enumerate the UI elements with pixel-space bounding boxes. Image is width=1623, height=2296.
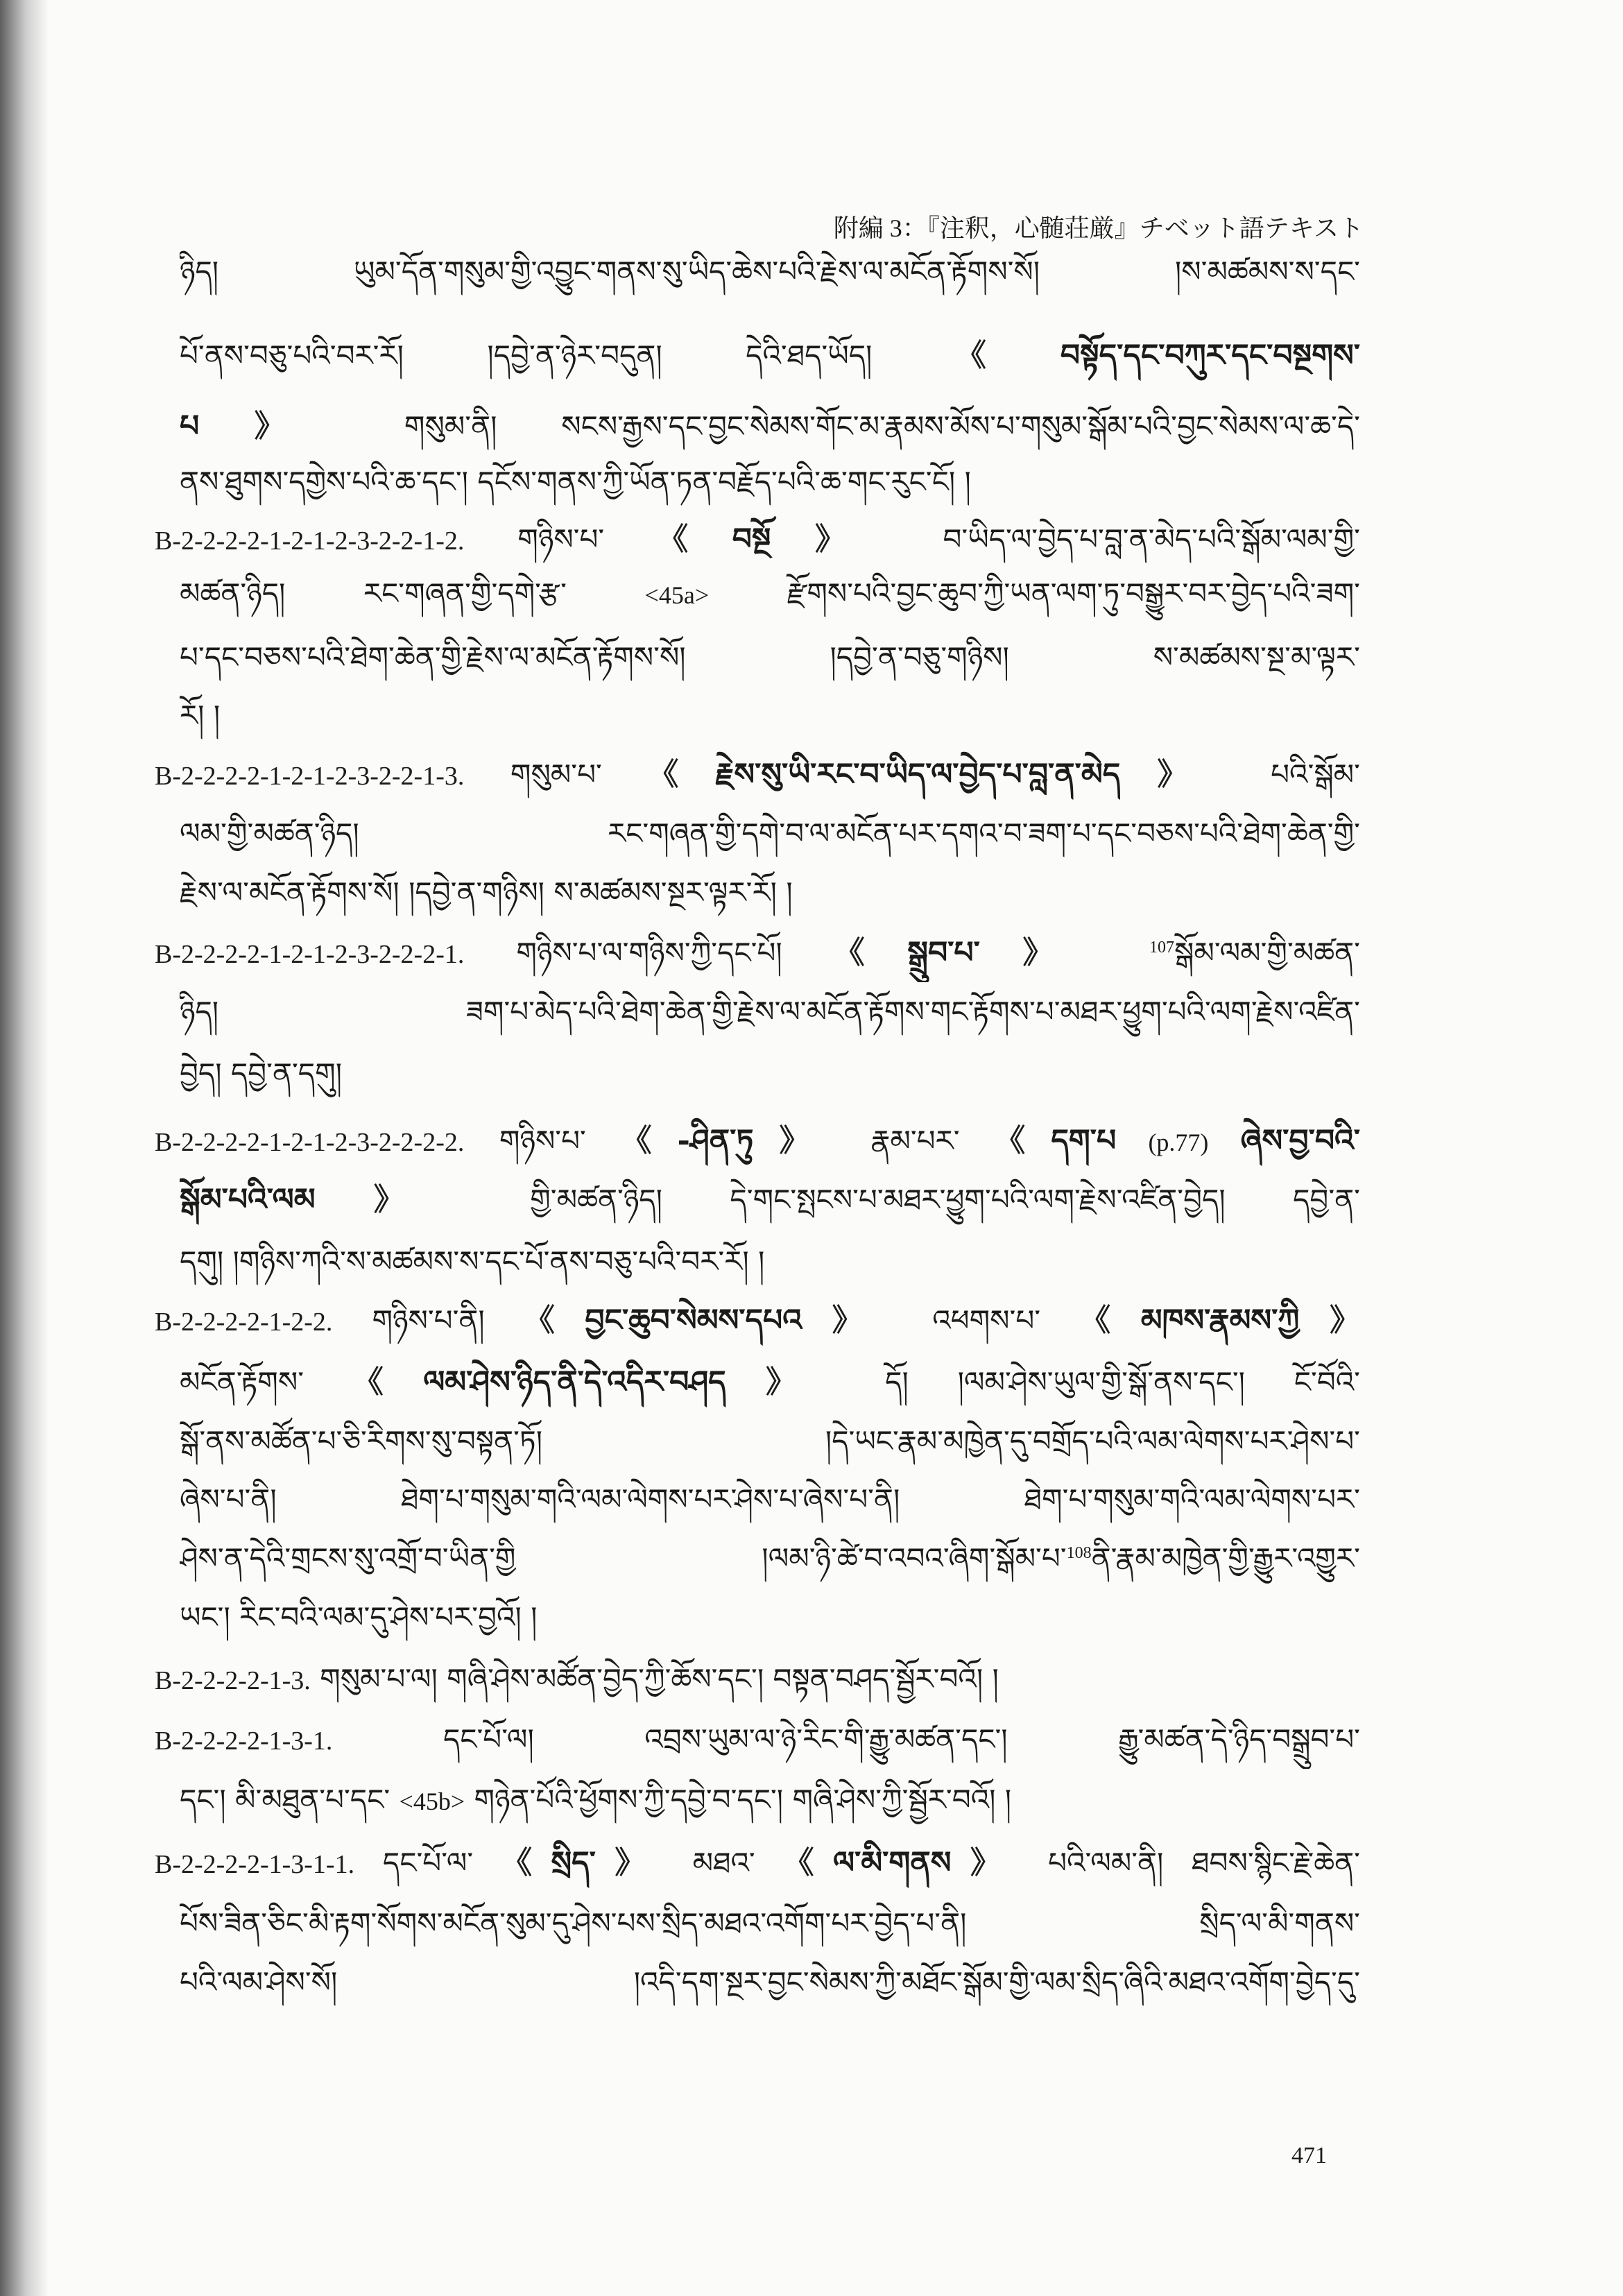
- root-text-quote: 《ལམ་ཤེས་ཉིད་ནི་དེ་འདིར་བཤད》: [352, 1364, 836, 1400]
- tibetan-text: པོ་ནས་བཅུ་པའི་བར་རོ། །དབྱེ་ན་ཉེར་བདུན། དེའི་ཐད་ཡོད།: [180, 339, 956, 372]
- text-line: [180, 864, 1360, 922]
- text-line: [155, 511, 1360, 569]
- text-line: [180, 327, 1360, 385]
- text-line: [180, 1530, 1360, 1588]
- root-text-quote: 《སྒྲུབ་པ་》: [834, 935, 1150, 970]
- root-text-quote: 《མཁས་རྣམས་ཀྱི》: [1080, 1303, 1360, 1338]
- folio-marker: <45a>: [644, 581, 710, 609]
- text-line: [180, 397, 1360, 456]
- section-number: B-2-2-2-2-1-2-1-2-3-2-2-2-2.: [155, 1128, 465, 1157]
- tibetan-text: སྒོ་ནས་མཚོན་པ་ཅི་རིགས་སུ་བསྟན་ཏོ། །དེ་ཡང་རྣམ་མཁྱེན་དུ་བགྲོད་པའི་ལམ་ལེགས་པར་ཤེས་པ་: [180, 1424, 1360, 1458]
- tibetan-text: ཉིད། ཡུམ་དོན་གསུམ་གྱི་འབྱུང་གནས་སུ་ཡིད་ཆེས་པའི་རྗེས་ལ་མངོན་རྟོགས་སོ། །ས་མཚམས་ས་དང་: [180, 255, 1360, 289]
- root-text-quote: པ》: [180, 409, 341, 444]
- tibetan-text: པོས་ཟིན་ཅིང་མི་རྟག་སོགས་མངོན་སུམ་དུ་ཤེས་པས་སྲིད་མཐའ་འགོག་པར་བྱེད་པ་ནི། སྲིད་ལ་མི་གནས་: [180, 1906, 1360, 1940]
- tibetan-text: བྱེད། དབྱེ་ན་དགུ།: [180, 1056, 343, 1090]
- tibetan-text: མཐའ་: [664, 1846, 784, 1880]
- section-number: B-2-2-2-2-1-2-1-2-3-2-2-1-2.: [155, 526, 465, 556]
- text-line: [155, 1650, 1360, 1708]
- text-line: [180, 1412, 1360, 1471]
- footnote-ref: 107: [1149, 939, 1175, 957]
- running-header: 附編 3：『注釈，心髄荘厳』チベット語テキスト: [833, 214, 1364, 242]
- tibetan-text: རྫོགས་པའི་བྱང་ཆུབ་ཀྱི་ཡན་ལག་ཏུ་བསྒྱུར་བར་བྱེད་པའི་ཟག་: [709, 576, 1360, 610]
- tibetan-text: ཉིད། ཟག་པ་མེད་པའི་ཐེག་ཆེན་གྱི་རྗེས་ལ་མངོན་རྟོགས་གང་རྟོགས་པ་མཐར་ཕྱུག་པའི་ལག་རྗེས་འཛིན་: [180, 995, 1360, 1029]
- tibetan-text: པའི་ལམ་ནི། ཐབས་སྙིང་རྗེ་ཆེན་: [1020, 1846, 1360, 1880]
- tibetan-text: དགུ། །གཉིས་ཀའི་ས་མཚམས་ས་དང་པོ་ནས་བཅུ་པའི་བར་རོ། །: [180, 1244, 765, 1278]
- page-reference: (p.77): [1116, 1129, 1241, 1156]
- tibetan-text: པ་དང་བཅས་པའི་ཐེག་ཆེན་གྱི་རྗེས་ལ་མངོན་རྟོགས་སོ། །དབྱེ་ན་བཅུ་གཉིས། ས་མཚམས་སྔ་མ་ལྟར་: [180, 640, 1360, 674]
- text-line: [155, 1112, 1360, 1170]
- tibetan-text: སྒོམ་ལམ་གྱི་མཚན་: [1174, 936, 1360, 970]
- folio-marker: <45b>: [399, 1788, 465, 1815]
- tibetan-text: གཉིས་པ་: [464, 1124, 621, 1158]
- text-line: [180, 1171, 1360, 1229]
- root-text-quote: 《བསྔོ》: [658, 522, 890, 557]
- root-text-quote: 《བསྟོད་དང་བཀུར་དང་བསྔགས་: [955, 338, 1360, 373]
- tibetan-text: ལམ་གྱི་མཚན་ཉིད། རང་གཞན་གྱི་དགེ་བ་ལ་མངོན་པར་དགའ་བ་ཟག་པ་དང་བཅས་པའི་ཐེག་ཆེན་གྱི་: [180, 816, 1360, 850]
- root-text-quote: 《སྲིད་》: [501, 1845, 664, 1881]
- section-number: B-2-2-2-2-1-2-2.: [155, 1308, 333, 1337]
- tibetan-text: དོ། །ལམ་ཤེས་ཡུལ་གྱི་སྒོ་ནས་དང་། ངོ་བོའི་: [836, 1365, 1360, 1399]
- tibetan-text: གཉིས་པ་ལ་གཉིས་ཀྱི་དང་པོ།: [464, 936, 834, 970]
- tibetan-text: ནས་ཐུགས་དགྱེས་པའི་ཆ་དང་། དངོས་གནས་ཀྱི་ཡོན་ཏན་བརྗོད་པའི་ཆ་གང་རུང་ངོ། །: [180, 465, 971, 499]
- text-line: [180, 453, 1360, 511]
- tibetan-text: པའི་ལམ་ཤེས་སོ། །འདི་དག་སྔར་བྱང་སེམས་ཀྱི་མཐོང་སྒོམ་གྱི་ལམ་སྲིད་ཞིའི་མཐའ་འགོག་བྱེད་དུ་: [180, 1965, 1360, 1999]
- text-line: [155, 1292, 1360, 1350]
- root-text-quote: 《-ཤིན་ཏུ》: [621, 1123, 836, 1158]
- text-line: [155, 924, 1360, 982]
- text-line: [180, 687, 1360, 745]
- tibetan-text: ཡང་། རིང་བའི་ལམ་དུ་ཤེས་པར་བྱའོ། །: [180, 1600, 538, 1634]
- text-line: [180, 1471, 1360, 1529]
- tibetan-text: འཕགས་པ་: [893, 1303, 1081, 1337]
- tibetan-text: མཚན་ཉིད། རང་གཞན་གྱི་དགེ་རྩ་: [180, 576, 645, 610]
- text-line: [180, 1045, 1360, 1103]
- root-text-quote: 《ལ་མི་གནས》: [783, 1845, 1020, 1881]
- tibetan-text: ཤེས་ན་དེའི་གྲངས་སུ་འགྲོ་བ་ཡིན་གྱི །ལམ་ཉི་ཚེ་བ་འབའ་ཞིག་སྒོམ་པ་: [180, 1541, 1067, 1575]
- text-line: [180, 1233, 1360, 1291]
- section-number: B-2-2-2-2-1-3.: [155, 1666, 311, 1695]
- section-number: B-2-2-2-2-1-3-1-1.: [155, 1850, 355, 1879]
- tibetan-text: གསུམ་ནི། སངས་རྒྱས་དང་བྱང་སེམས་གོང་མ་རྣམས་མོས་པ་གསུམ་སྒོམ་པའི་བྱང་སེམས་ལ་ཆ་དེ་: [340, 409, 1360, 443]
- tibetan-text: རྣམ་པར་: [835, 1124, 995, 1158]
- tibetan-text: གསུམ་པ་ལ། གཞི་ཤེས་མཚོན་བྱེད་ཀྱི་ཆོས་དང་། བསྟན་བཤད་སྦྱོར་བའོ། །: [310, 1662, 999, 1696]
- text-line: [180, 1771, 1360, 1829]
- text-line: [180, 805, 1360, 863]
- root-text-quote: 《རྗེས་སུ་ཡི་རང་བ་ཡིད་ལ་བྱེད་པ་བླ་ན་མེད》: [648, 757, 1225, 792]
- section-number: B-2-2-2-2-1-2-1-2-3-2-2-1-3.: [155, 762, 465, 791]
- tibetan-text: གྱི་མཚན་ཉིད། དེ་གང་སྤངས་པ་མཐར་ཕྱུག་པའི་ལག་རྗེས་འཛིན་བྱེད། དབྱེ་ན་: [462, 1183, 1360, 1217]
- tibetan-text: དང་། མི་མཐུན་པ་དང་: [180, 1783, 400, 1817]
- text-line: [155, 1711, 1360, 1769]
- tibetan-text: བ་ཡིད་ལ་བྱེད་པ་བླ་ན་མེད་པའི་སྒོམ་ལམ་གྱི་: [889, 522, 1360, 556]
- tibetan-text: གཉེན་པོའི་ཕྱོགས་ཀྱི་དབྱེ་བ་དང་། གཞི་ཤེས་ཀྱི་སྦྱོར་བའོ། །: [465, 1783, 1012, 1817]
- root-text-quote: 《དག་པ: [995, 1123, 1117, 1158]
- root-text-quote: སྒོམ་པའི་ལམ》: [180, 1182, 463, 1217]
- root-text-quote: ཞེས་བྱ་བའི་: [1240, 1123, 1360, 1158]
- binding-shadow: [0, 0, 49, 2296]
- section-number: B-2-2-2-2-1-2-1-2-3-2-2-2-1.: [155, 940, 465, 969]
- root-text-quote: 《བྱང་ཆུབ་སེམས་དཔའ》: [524, 1303, 893, 1338]
- text-line: [180, 1953, 1360, 2012]
- tibetan-text: ཞེས་པ་ནི། ཐེག་པ་གསུམ་གའི་ལམ་ལེགས་པར་ཤེས་པ་ཞེས་པ་ནི། ཐེག་པ་གསུམ་གའི་ལམ་ལེགས་པར་: [180, 1482, 1360, 1516]
- text-line: [180, 565, 1360, 623]
- tibetan-text: གཉིས་པ་ནི།: [332, 1303, 524, 1337]
- text-line: [180, 628, 1360, 687]
- text-line: [155, 746, 1360, 804]
- page-number: 471: [1291, 2143, 1327, 2168]
- tibetan-text: དང་པོ་ལ། འབྲས་ཡུམ་ལ་ཉེ་རིང་གི་རྒྱུ་མཚན་དང་། རྒྱུ་མཚན་དེ་ཉིད་བསྒྲུབ་པ་: [332, 1722, 1360, 1756]
- tibetan-text: རྗེས་ལ་མངོན་རྟོགས་སོ། །དབྱེ་ན་གཉིས། ས་མཚམས་སྔར་ལྟར་རོ། །: [180, 875, 793, 909]
- tibetan-text: རོ། །: [180, 699, 221, 733]
- tibetan-text: དང་པོ་ལ་: [354, 1846, 502, 1880]
- text-line: [155, 1834, 1360, 1892]
- text-line: [180, 243, 1360, 301]
- tibetan-text: ནི་རྣམ་མཁྱེན་གྱི་རྒྱུར་འགྱུར་: [1091, 1541, 1360, 1575]
- footnote-ref: 108: [1066, 1544, 1092, 1562]
- text-line: [180, 1353, 1360, 1412]
- text-line: [180, 983, 1360, 1041]
- tibetan-text: པའི་སྒོམ་: [1224, 757, 1360, 791]
- text-line: [180, 1894, 1360, 1953]
- section-number: B-2-2-2-2-1-3-1.: [155, 1727, 333, 1756]
- tibetan-text: གཉིས་པ་: [464, 522, 658, 556]
- tibetan-text: མངོན་རྟོགས་: [180, 1365, 353, 1399]
- text-line: [180, 1588, 1360, 1647]
- tibetan-text: གསུམ་པ་: [464, 757, 649, 791]
